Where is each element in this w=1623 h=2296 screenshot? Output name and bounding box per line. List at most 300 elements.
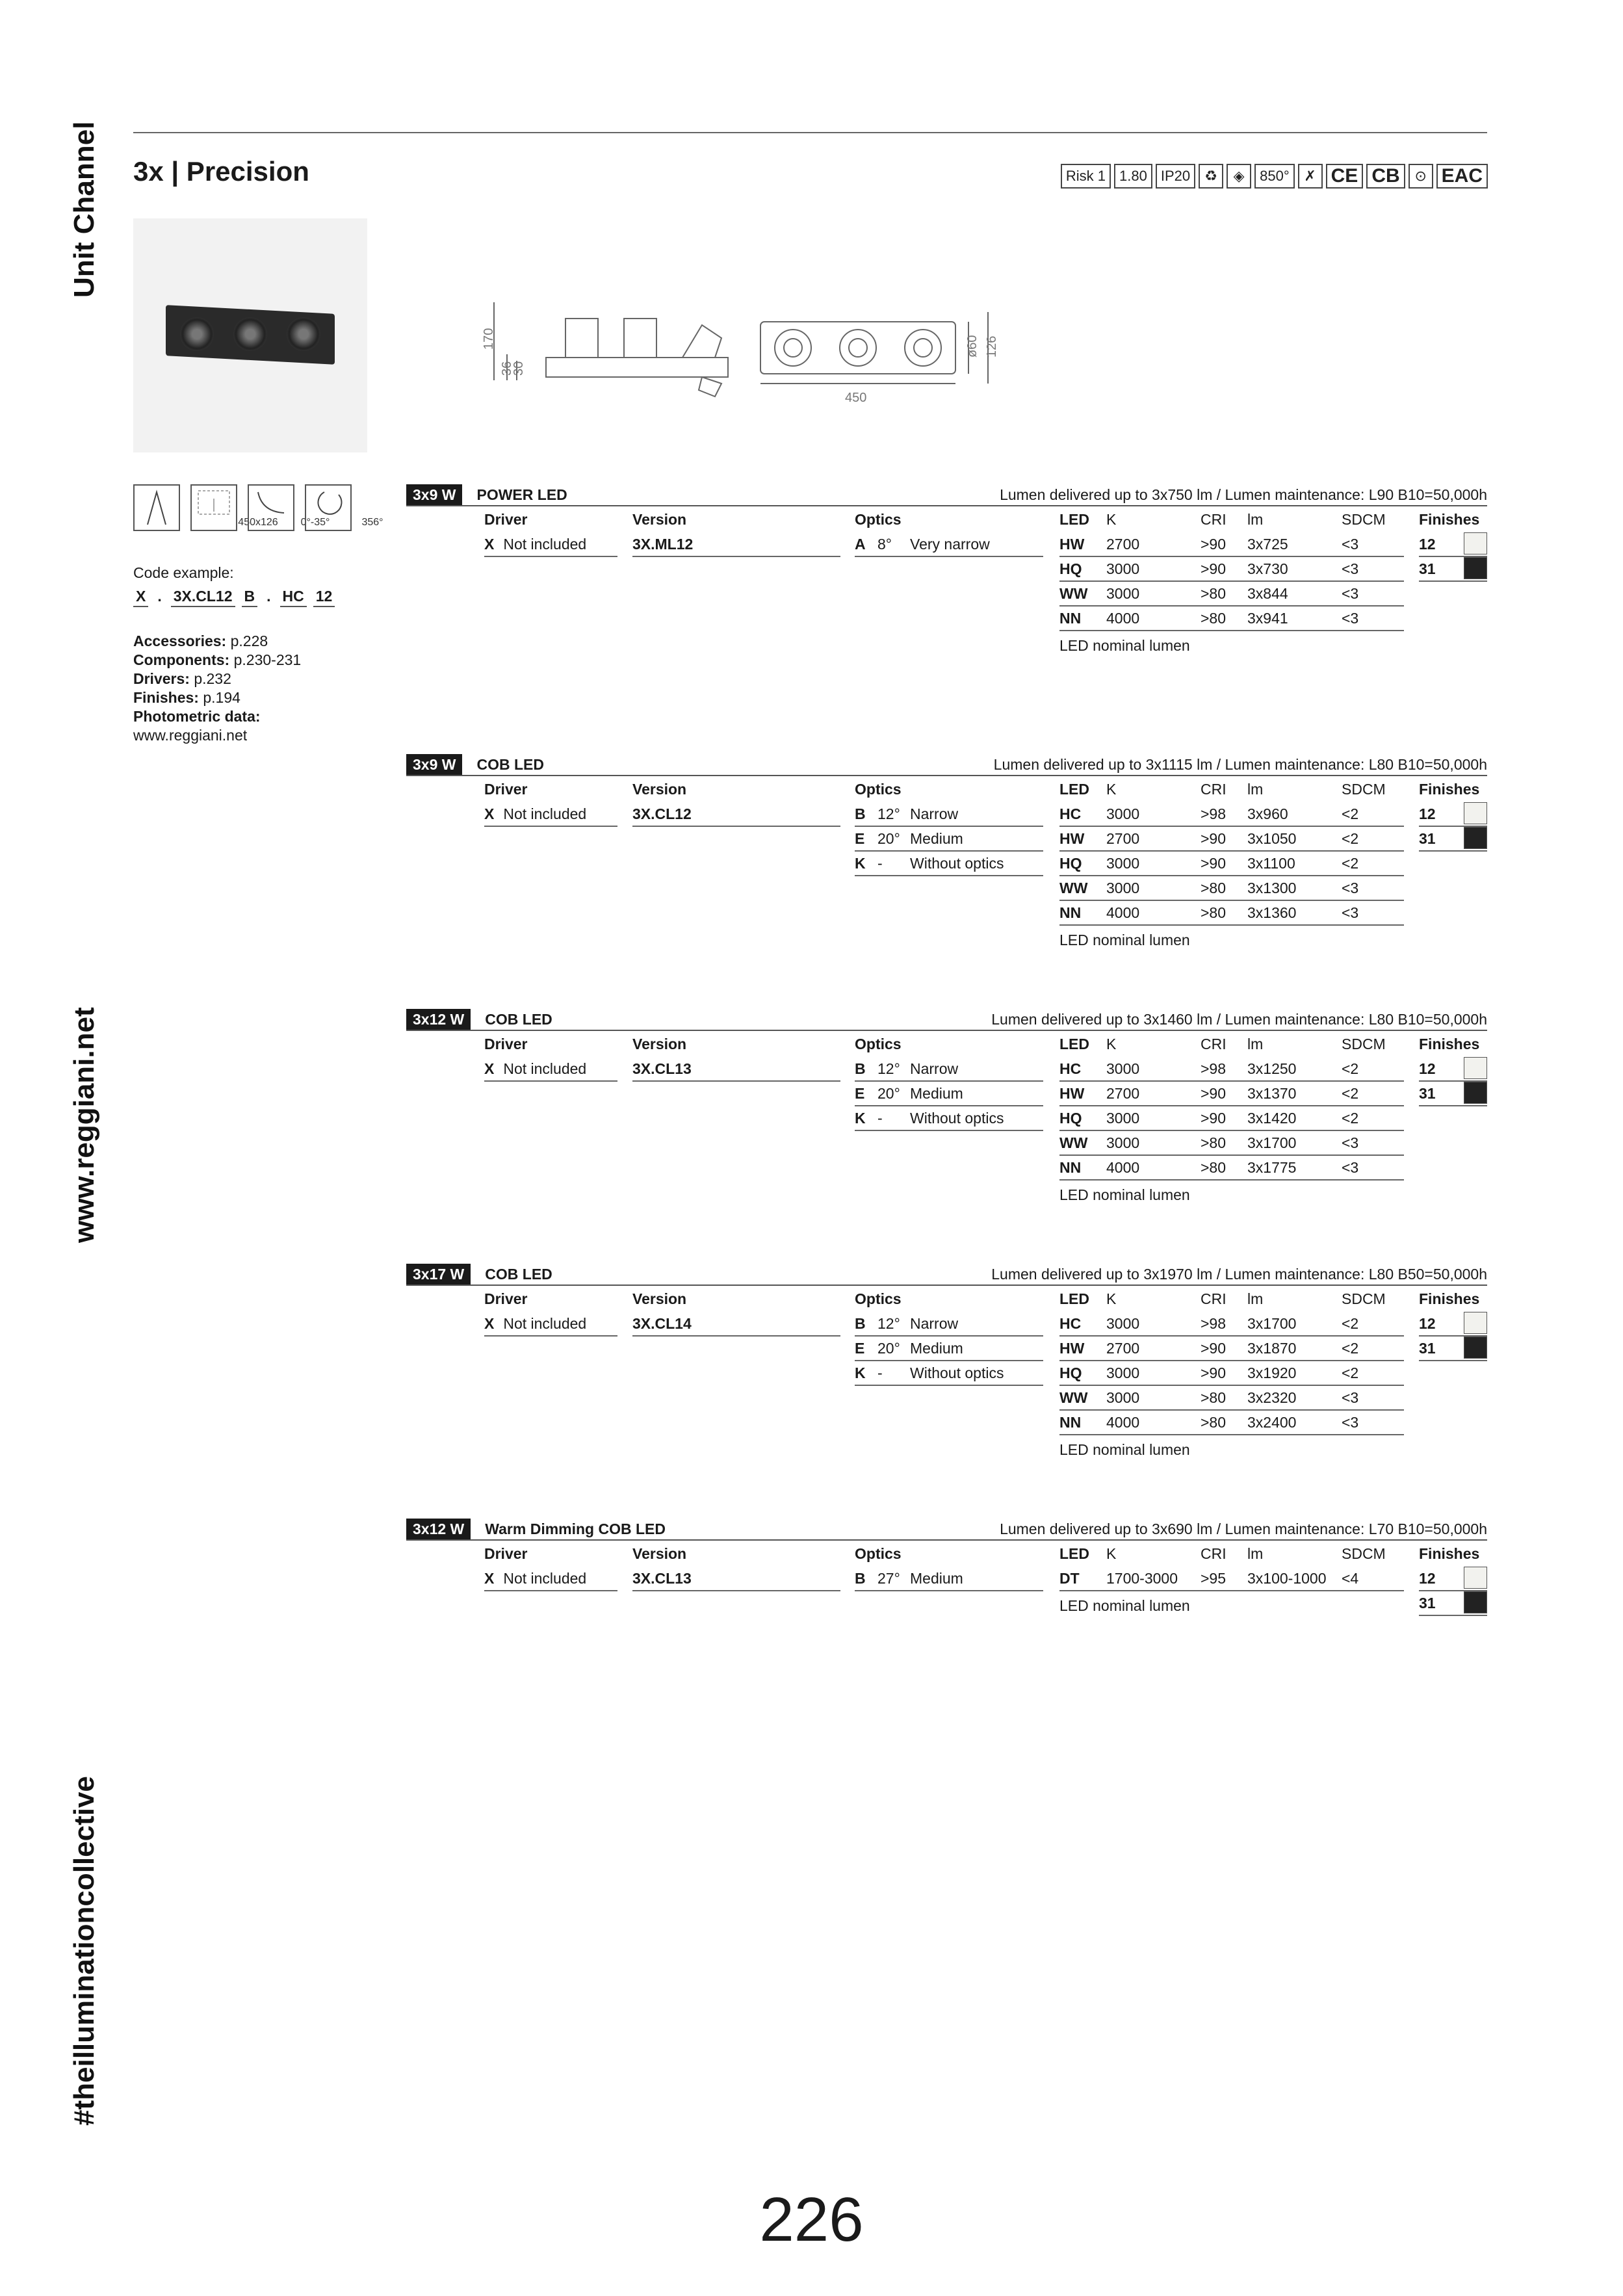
cert-icon: ◈	[1227, 164, 1251, 189]
version-row	[632, 1567, 840, 1591]
led-cell: NN	[1059, 1414, 1082, 1431]
led-cell: 3x1100	[1247, 855, 1295, 872]
led-header-row	[1059, 1031, 1404, 1057]
spec-table	[406, 1541, 1487, 1736]
led-cell: HQ	[1059, 1364, 1082, 1381]
led-header-cri: CRI	[1201, 511, 1227, 528]
led-row	[1059, 852, 1404, 876]
cert-icon: 850°	[1254, 164, 1295, 189]
led-cell: <2	[1342, 1315, 1359, 1332]
optics-row	[855, 1106, 1043, 1131]
led-cell: >90	[1201, 1110, 1227, 1127]
led-header-cri: CRI	[1201, 1036, 1227, 1052]
optics-code: K	[855, 1364, 866, 1381]
reference-key: Components:	[133, 651, 230, 668]
driver-column	[484, 1031, 617, 1082]
driver-text: Not included	[503, 1315, 587, 1332]
version-header: Version	[632, 1290, 687, 1307]
led-cell: 3x2320	[1247, 1389, 1297, 1406]
finish-row	[1419, 802, 1487, 827]
finish-code: 12	[1419, 1060, 1436, 1077]
led-header-sdcm: SDCM	[1342, 511, 1386, 528]
cert-icon: Risk 1	[1061, 164, 1111, 189]
version-column	[632, 1541, 840, 1591]
led-cell: <2	[1342, 830, 1359, 847]
driver-code: X	[484, 1060, 495, 1077]
code-part: HC	[280, 586, 307, 607]
finish-code: 31	[1419, 1085, 1436, 1102]
led-cell: <2	[1342, 1085, 1359, 1102]
led-header-cri: CRI	[1201, 1545, 1227, 1562]
led-cell: <2	[1342, 1060, 1359, 1077]
led-column	[1059, 1541, 1404, 1620]
led-header-row	[1059, 1286, 1404, 1312]
led-cell: >98	[1201, 1315, 1227, 1332]
led-cell: >80	[1201, 880, 1227, 896]
led-cell: <2	[1342, 1340, 1359, 1357]
led-cell: 3000	[1106, 1134, 1140, 1151]
optics-header: Optics	[855, 511, 902, 528]
finish-swatch[interactable]	[1464, 1057, 1487, 1079]
driver-column	[484, 776, 617, 827]
version-header: Version	[632, 781, 687, 798]
finish-code: 31	[1419, 560, 1436, 577]
optics-row	[855, 1082, 1043, 1106]
led-column	[1059, 1031, 1404, 1209]
led-cell: <3	[1342, 1414, 1359, 1431]
code-part: 12	[313, 586, 335, 607]
led-row	[1059, 532, 1404, 557]
optics-row	[855, 827, 1043, 852]
dim-height: 170	[482, 328, 496, 350]
power-tag: 3x9 W	[406, 484, 462, 505]
references-list	[133, 632, 301, 745]
led-cell: 3x100-1000	[1247, 1570, 1327, 1587]
reference-line	[133, 632, 301, 651]
optics-beam: Narrow	[910, 1060, 959, 1077]
led-cell: HQ	[1059, 855, 1082, 872]
finishes-column	[1419, 506, 1487, 582]
led-cell: >90	[1201, 830, 1227, 847]
version-header: Version	[632, 1545, 687, 1562]
led-row	[1059, 901, 1404, 926]
cert-icon: ⊙	[1409, 164, 1433, 189]
led-cell: 4000	[1106, 1414, 1140, 1431]
led-row	[1059, 876, 1404, 901]
led-cell: 2700	[1106, 1340, 1140, 1357]
optics-row	[855, 1567, 1043, 1591]
page-number: 226	[759, 2185, 864, 2254]
led-cell: >98	[1201, 1060, 1227, 1077]
optics-code: K	[855, 855, 866, 872]
led-cell: 3x1420	[1247, 1110, 1297, 1127]
optics-beam: Medium	[910, 830, 963, 847]
led-row	[1059, 1131, 1404, 1156]
led-row	[1059, 1156, 1404, 1181]
finish-row	[1419, 1312, 1487, 1337]
led-cell: >80	[1201, 610, 1227, 627]
optics-row	[855, 532, 1043, 557]
led-cell: <3	[1342, 536, 1359, 553]
finish-swatch[interactable]	[1464, 1337, 1487, 1359]
led-cell: 3x1775	[1247, 1159, 1297, 1176]
led-cell: 2700	[1106, 1085, 1140, 1102]
finish-swatch[interactable]	[1464, 1312, 1487, 1334]
finish-swatch[interactable]	[1464, 1591, 1487, 1613]
product-section	[406, 754, 1487, 971]
led-header-lm: lm	[1247, 1545, 1264, 1562]
led-header-sdcm: SDCM	[1342, 781, 1386, 798]
finish-swatch[interactable]	[1464, 1082, 1487, 1104]
led-cell: HW	[1059, 1085, 1085, 1102]
reference-line	[133, 707, 301, 726]
finish-code: 12	[1419, 1570, 1436, 1587]
led-cell: HW	[1059, 536, 1085, 553]
led-cell: >80	[1201, 904, 1227, 921]
optics-angle: 20°	[877, 1340, 900, 1357]
driver-text: Not included	[503, 1570, 587, 1587]
led-cell: 4000	[1106, 904, 1140, 921]
version-code: 3X.CL13	[632, 1060, 692, 1077]
optics-beam: Narrow	[910, 1315, 959, 1332]
led-cell: HQ	[1059, 1110, 1082, 1127]
feature-icons	[133, 484, 383, 531]
section-header	[406, 754, 1487, 776]
optics-angle: 20°	[877, 830, 900, 847]
spec-table	[406, 1031, 1487, 1226]
section-header	[406, 1264, 1487, 1286]
led-cell: NN	[1059, 1159, 1082, 1176]
finish-row	[1419, 1591, 1487, 1616]
reference-line[interactable]	[133, 726, 301, 745]
led-cell: HC	[1059, 1315, 1082, 1332]
cutout-icon: 450x126	[190, 484, 237, 531]
optics-header: Optics	[855, 1036, 902, 1052]
led-header-row	[1059, 776, 1404, 802]
lens-icon	[180, 317, 214, 351]
led-cell: 3x1250	[1247, 1060, 1297, 1077]
optics-beam: Without optics	[910, 1364, 1004, 1381]
led-cell: WW	[1059, 880, 1088, 896]
led-cell: 3000	[1106, 1060, 1140, 1077]
led-row	[1059, 582, 1404, 607]
dim-width: 450	[845, 391, 867, 405]
page-title: 3x | Precision	[133, 156, 309, 187]
driver-header: Driver	[484, 511, 528, 528]
optics-beam: Medium	[910, 1340, 963, 1357]
power-tag: 3x12 W	[406, 1009, 471, 1030]
led-cell: >90	[1201, 1364, 1227, 1381]
finish-swatch[interactable]	[1464, 557, 1487, 579]
optics-angle: -	[877, 1110, 883, 1127]
led-cell: >80	[1201, 1389, 1227, 1406]
led-cell: <2	[1342, 1364, 1359, 1381]
finishes-header: Finishes	[1419, 1545, 1480, 1562]
lumen-info: Lumen delivered up to 3x1115 lm / Lumen maintenance: L80 B10=50,000h	[993, 755, 1487, 773]
reference-value: www.reggiani.net	[133, 727, 248, 744]
optics-code: K	[855, 1110, 866, 1127]
sidebar-website[interactable]: www.reggiani.net	[68, 1007, 100, 1243]
led-cell: HW	[1059, 1340, 1085, 1357]
led-cell: 3x1870	[1247, 1340, 1297, 1357]
led-cell: 3x1700	[1247, 1315, 1297, 1332]
led-row	[1059, 1057, 1404, 1082]
led-row	[1059, 1082, 1404, 1106]
technical-drawing	[481, 293, 1014, 410]
led-cell: 3000	[1106, 560, 1140, 577]
led-cell: 3x1050	[1247, 830, 1297, 847]
cert-icon: 1.80	[1114, 164, 1152, 189]
finishes-column	[1419, 1541, 1487, 1616]
finishes-header: Finishes	[1419, 511, 1480, 528]
dim-h3: 30	[512, 361, 526, 376]
optics-row	[855, 1361, 1043, 1386]
led-header-led: LED	[1059, 1036, 1089, 1052]
driver-text: Not included	[503, 536, 587, 553]
led-column	[1059, 1286, 1404, 1464]
section-header	[406, 1009, 1487, 1031]
driver-column	[484, 506, 617, 557]
code-parts	[133, 586, 335, 607]
led-header-row	[1059, 1541, 1404, 1567]
led-cell: >90	[1201, 560, 1227, 577]
driver-text: Not included	[503, 1060, 587, 1077]
driver-code: X	[484, 805, 495, 822]
led-nominal-note: LED nominal lumen	[1059, 1441, 1190, 1458]
led-cell: 4000	[1106, 610, 1140, 627]
led-header-sdcm: SDCM	[1342, 1036, 1386, 1052]
spec-table	[406, 506, 1487, 701]
led-cell: >95	[1201, 1570, 1227, 1587]
finish-code: 31	[1419, 1595, 1436, 1611]
reference-key: Photometric data:	[133, 708, 261, 725]
optics-beam: Medium	[910, 1570, 963, 1587]
led-cell: 3x844	[1247, 585, 1288, 602]
code-part: 3X.CL12	[171, 586, 235, 607]
optics-beam: Without optics	[910, 1110, 1004, 1127]
led-header-lm: lm	[1247, 781, 1264, 798]
code-part: B	[242, 586, 258, 607]
led-cell: HQ	[1059, 560, 1082, 577]
cert-icon: ✗	[1298, 164, 1323, 189]
cert-icon: CB	[1366, 164, 1405, 189]
section-header	[406, 1519, 1487, 1541]
led-header-lm: lm	[1247, 1290, 1264, 1307]
version-code: 3X.CL13	[632, 1570, 692, 1587]
product-section	[406, 1264, 1487, 1481]
optics-row	[855, 1312, 1043, 1337]
driver-row	[484, 1312, 617, 1337]
led-cell: >80	[1201, 1159, 1227, 1176]
finishes-header: Finishes	[1419, 1290, 1480, 1307]
optics-beam: Very narrow	[910, 536, 990, 553]
led-cell: 4000	[1106, 1159, 1140, 1176]
led-cell: 3000	[1106, 855, 1140, 872]
led-header-k: K	[1106, 1036, 1117, 1052]
led-row	[1059, 1361, 1404, 1386]
optics-angle: 12°	[877, 805, 900, 822]
optics-column	[855, 1031, 1043, 1131]
optics-column	[855, 506, 1043, 557]
led-row	[1059, 1567, 1404, 1591]
code-part: X	[133, 586, 148, 607]
optics-code: B	[855, 1315, 866, 1332]
led-header-row	[1059, 506, 1404, 532]
spec-table	[406, 776, 1487, 971]
led-cell: >90	[1201, 855, 1227, 872]
led-row	[1059, 827, 1404, 852]
optics-code: B	[855, 1060, 866, 1077]
finish-code: 31	[1419, 830, 1436, 847]
lumen-info: Lumen delivered up to 3x690 lm / Lumen maintenance: L70 B10=50,000h	[1000, 1520, 1487, 1537]
certification-icons	[1061, 164, 1488, 189]
finish-swatch[interactable]	[1464, 532, 1487, 554]
led-cell: 3000	[1106, 1315, 1140, 1332]
optics-angle: 20°	[877, 1085, 900, 1102]
reference-line	[133, 651, 301, 670]
led-cell: 3000	[1106, 1389, 1140, 1406]
version-row	[632, 532, 840, 557]
led-cell: >90	[1201, 536, 1227, 553]
driver-row	[484, 532, 617, 557]
version-code: 3X.CL12	[632, 805, 692, 822]
optics-column	[855, 1541, 1043, 1591]
cert-icon: ♻	[1199, 164, 1223, 189]
led-cell: 3x960	[1247, 805, 1288, 822]
led-cell: >98	[1201, 805, 1227, 822]
led-header-cri: CRI	[1201, 781, 1227, 798]
optics-code: E	[855, 830, 865, 847]
sidebar-hashtag: #theilluminationcollective	[68, 1776, 100, 2126]
led-cell: 3x725	[1247, 536, 1288, 553]
driver-header: Driver	[484, 781, 528, 798]
spec-table	[406, 1286, 1487, 1481]
led-header-led: LED	[1059, 1290, 1089, 1307]
finishes-column	[1419, 1286, 1487, 1361]
sidebar-category: Unit Channel	[68, 121, 100, 298]
led-nominal-note: LED nominal lumen	[1059, 637, 1190, 654]
reference-key: Drivers:	[133, 670, 190, 687]
led-cell: <3	[1342, 1159, 1359, 1176]
reference-key: Finishes:	[133, 689, 199, 706]
led-cell: HC	[1059, 1060, 1082, 1077]
led-cell: 3x1300	[1247, 880, 1297, 896]
code-example	[133, 563, 335, 607]
led-cell: DT	[1059, 1570, 1080, 1587]
led-cell: <3	[1342, 560, 1359, 577]
led-column	[1059, 506, 1404, 660]
led-header-lm: lm	[1247, 1036, 1264, 1052]
reference-value: p.232	[194, 670, 231, 687]
led-header-k: K	[1106, 511, 1117, 528]
optics-row	[855, 802, 1043, 827]
led-cell: WW	[1059, 1389, 1088, 1406]
led-row	[1059, 1106, 1404, 1131]
finish-row	[1419, 1082, 1487, 1106]
version-code: 3X.CL14	[632, 1315, 692, 1332]
led-cell: <3	[1342, 880, 1359, 896]
led-cell: <3	[1342, 1389, 1359, 1406]
finish-row	[1419, 532, 1487, 557]
led-cell: >90	[1201, 1340, 1227, 1357]
led-header-led: LED	[1059, 1545, 1089, 1562]
led-row	[1059, 1411, 1404, 1435]
driver-row	[484, 802, 617, 827]
driver-code: X	[484, 1315, 495, 1332]
led-cell: 3000	[1106, 1110, 1140, 1127]
reference-value: p.228	[230, 633, 268, 649]
optics-header: Optics	[855, 1290, 902, 1307]
power-tag: 3x12 W	[406, 1519, 471, 1539]
led-cell: <3	[1342, 610, 1359, 627]
led-header-led: LED	[1059, 781, 1089, 798]
led-row	[1059, 1337, 1404, 1361]
optics-column	[855, 1286, 1043, 1386]
optics-header: Optics	[855, 781, 902, 798]
led-type: COB LED	[485, 1265, 552, 1283]
version-column	[632, 776, 840, 827]
version-row	[632, 1057, 840, 1082]
power-tag: 3x17 W	[406, 1264, 471, 1285]
lens-icon	[233, 317, 267, 351]
finish-swatch[interactable]	[1464, 802, 1487, 824]
led-row	[1059, 802, 1404, 827]
dim-depth: 126	[985, 335, 999, 358]
led-cell: >80	[1201, 1134, 1227, 1151]
product-section	[406, 1519, 1487, 1736]
finish-row	[1419, 1057, 1487, 1082]
version-header: Version	[632, 1036, 687, 1052]
led-cell: HW	[1059, 830, 1085, 847]
driver-text: Not included	[503, 805, 587, 822]
driver-code: X	[484, 1570, 495, 1587]
version-row	[632, 1312, 840, 1337]
reference-line	[133, 688, 301, 707]
led-cell: 3x1360	[1247, 904, 1297, 921]
optics-beam: Narrow	[910, 805, 959, 822]
led-cell: >80	[1201, 585, 1227, 602]
cert-icon: CE	[1326, 164, 1364, 189]
reference-line	[133, 670, 301, 688]
optics-row	[855, 852, 1043, 876]
finish-swatch[interactable]	[1464, 1567, 1487, 1589]
reference-value: p.194	[203, 689, 240, 706]
led-cell: <2	[1342, 855, 1359, 872]
cert-icon: EAC	[1436, 164, 1488, 189]
led-cell: 3000	[1106, 585, 1140, 602]
driver-row	[484, 1057, 617, 1082]
led-cell: >80	[1201, 1414, 1227, 1431]
cert-icon: IP20	[1156, 164, 1195, 189]
optics-code: E	[855, 1085, 865, 1102]
lumen-info: Lumen delivered up to 3x1460 lm / Lumen maintenance: L80 B10=50,000h	[991, 1010, 1487, 1028]
product-photo	[133, 218, 367, 452]
optics-angle: 12°	[877, 1060, 900, 1077]
led-header-k: K	[1106, 1545, 1117, 1562]
optics-header: Optics	[855, 1545, 902, 1562]
product-section	[406, 484, 1487, 701]
finish-code: 31	[1419, 1340, 1436, 1357]
driver-row	[484, 1567, 617, 1591]
led-cell: 3x941	[1247, 610, 1288, 627]
led-cell: HC	[1059, 805, 1082, 822]
finish-swatch[interactable]	[1464, 827, 1487, 849]
optics-beam: Without optics	[910, 855, 1004, 872]
led-cell: 3000	[1106, 880, 1140, 896]
led-cell: NN	[1059, 904, 1082, 921]
driver-code: X	[484, 536, 495, 553]
optics-angle: 8°	[877, 536, 892, 553]
